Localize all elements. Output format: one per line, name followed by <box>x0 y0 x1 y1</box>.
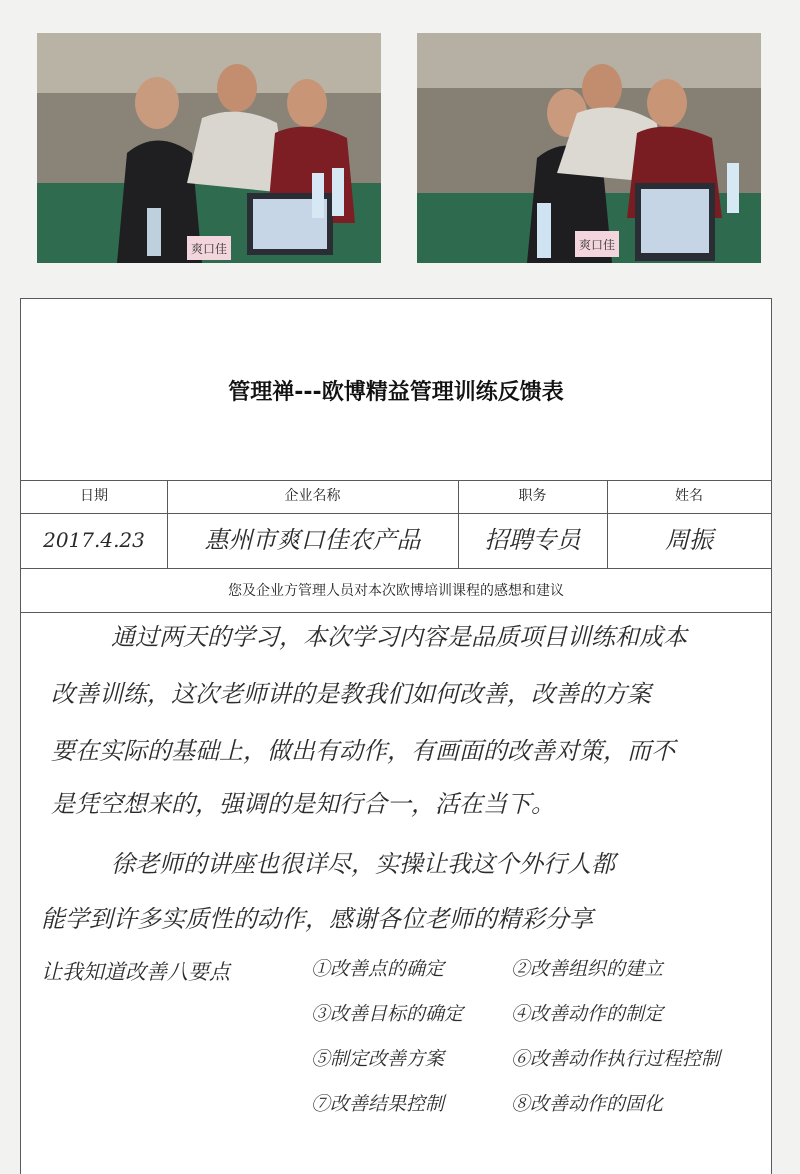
improvement-point: ③改善目标的确定 <box>311 1003 464 1025</box>
prompt-row-border <box>21 612 771 613</box>
header-position: 职务 <box>518 488 547 504</box>
improvement-point: ②改善组织的建立 <box>511 958 664 980</box>
feedback-form <box>20 298 772 1174</box>
form-title: 管理禅---欧博精益管理训练反馈表 <box>228 380 564 405</box>
improvement-point: ①改善点的确定 <box>311 958 445 980</box>
feedback-prompt: 您及企业方管理人员对本次欧博培训课程的感想和建议 <box>228 583 564 599</box>
training-photo-2 <box>417 33 761 263</box>
value-date: 2017.4.23 <box>43 528 145 552</box>
improvement-point: ⑧改善动作的固化 <box>511 1093 664 1115</box>
photo-illustration-2 <box>417 33 761 263</box>
table-sign-text-1: 爽口佳 <box>190 242 228 256</box>
header-name: 姓名 <box>675 488 703 504</box>
training-photo-1 <box>37 33 381 263</box>
improvement-point: ⑦改善结果控制 <box>311 1093 445 1115</box>
feedback-line: 是凭空想来的，强调的是知行合一，活在当下。 <box>51 790 555 818</box>
feedback-line: 改善训练，这次老师讲的是教我们如何改善，改善的方案 <box>51 680 651 708</box>
feedback-line: 能学到许多实质性的动作，感谢各位老师的精彩分享 <box>41 905 593 933</box>
value-position: 招聘专员 <box>484 526 581 554</box>
feedback-line: 徐老师的讲座也很详尽，实操让我这个外行人都 <box>111 850 615 878</box>
improvement-point: ⑤制定改善方案 <box>311 1048 445 1070</box>
feedback-line: 要在实际的基础上，做出有动作，有画面的改善对策，而不 <box>51 737 675 765</box>
header-company: 企业名称 <box>284 488 341 504</box>
improvement-point: ⑥改善动作执行过程控制 <box>511 1048 721 1070</box>
photo-illustration-1 <box>37 33 381 263</box>
header-date: 日期 <box>80 488 108 504</box>
feedback-line: 让我知道改善八要点 <box>41 960 230 984</box>
feedback-line: 通过两天的学习，本次学习内容是品质项目训练和成本 <box>111 623 687 651</box>
value-company: 惠州市爽口佳农产品 <box>204 526 421 554</box>
improvement-point: ④改善动作的制定 <box>511 1003 664 1025</box>
table-sign-text-2: 爽口佳 <box>578 238 616 252</box>
value-row-border <box>21 568 771 569</box>
value-name: 周振 <box>665 526 713 554</box>
